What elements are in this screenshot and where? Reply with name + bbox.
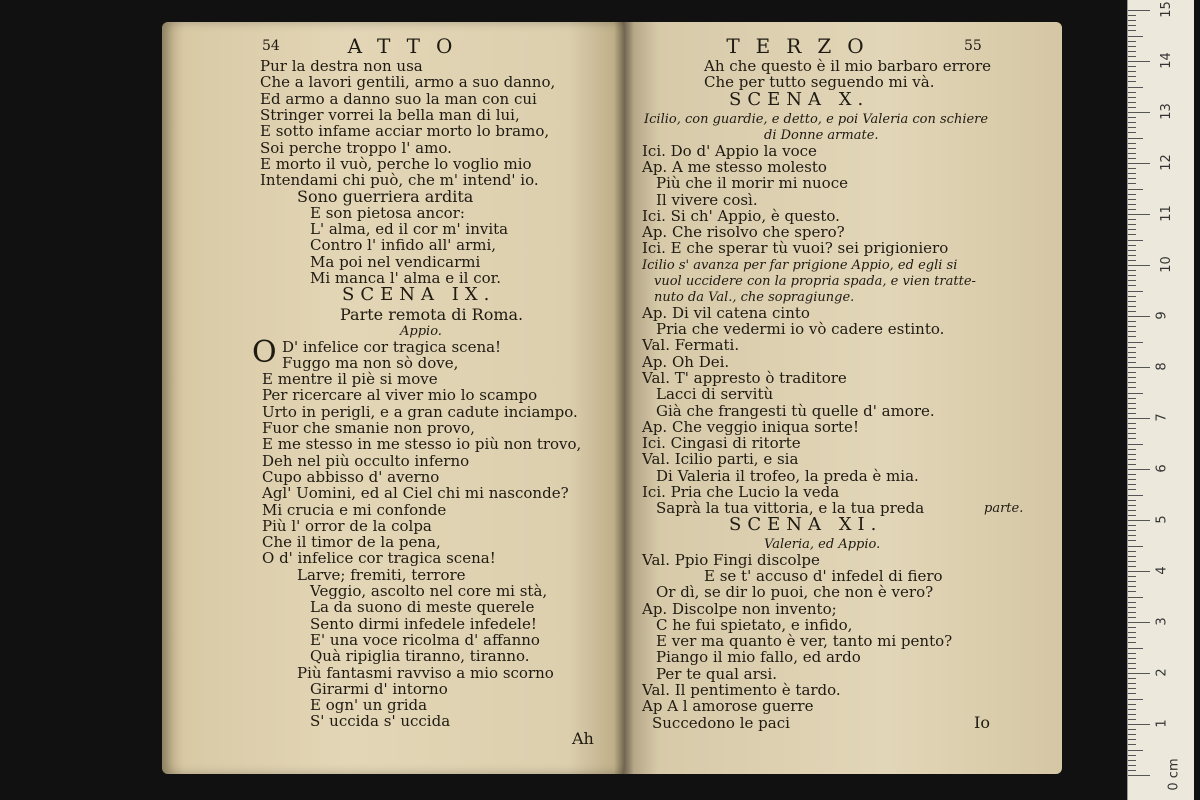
ruler-minor-tick — [1128, 311, 1136, 312]
open-book — [162, 22, 1062, 774]
ruler-minor-tick — [1128, 342, 1143, 343]
ruler-minor-tick — [1128, 382, 1136, 383]
ruler-minor-tick — [1128, 581, 1136, 582]
ruler-minor-tick — [1128, 51, 1136, 52]
ruler-number: 0 cm — [1166, 758, 1182, 791]
ruler-minor-tick — [1128, 138, 1143, 139]
right-line-41: Ap A l amorose guerre — [642, 697, 814, 716]
ruler-minor-tick — [1128, 296, 1136, 297]
left-line-24: E me stesso in me stesso io più non trovo, — [262, 435, 582, 454]
ruler-major-tick — [1128, 112, 1150, 113]
ruler-minor-tick — [1128, 663, 1136, 664]
ruler-minor-tick — [1128, 688, 1136, 689]
ruler-minor-tick — [1128, 500, 1136, 501]
ruler-major-tick — [1128, 571, 1150, 572]
ruler-minor-tick — [1128, 173, 1136, 174]
right-line-6: Ici. Do d' Appio la voce — [642, 141, 817, 160]
ruler-minor-tick — [1128, 428, 1136, 429]
right-line-37: E ver ma quanto è ver, tanto mi pento? — [656, 632, 953, 651]
ruler-minor-tick — [1128, 306, 1136, 307]
right-line-23: Ap. Che veggio iniqua sorte! — [642, 417, 859, 436]
left-line-22: Urto in perigli, e a gran cadute inciampo. — [262, 402, 578, 421]
right-line-40: Val. Il pentimento è tardo. — [642, 681, 841, 699]
right-line-20: Val. T' appresto ò traditore — [642, 368, 847, 387]
ruler-number: 4 — [1154, 566, 1170, 575]
ruler-minor-tick — [1128, 576, 1136, 577]
ruler-minor-tick — [1128, 505, 1136, 506]
left-line-6: Soi perche troppo l' amo. — [260, 138, 452, 157]
left-line-32: Larve; fremiti, terrore — [297, 565, 466, 584]
ruler-minor-tick — [1128, 387, 1136, 388]
left-line-12: Contro l' infido all' armi, — [310, 236, 497, 255]
right-line-24: Ici. Cingasi di ritorte — [642, 434, 801, 453]
ruler-major-tick — [1128, 775, 1150, 776]
left-line-42: Ah — [572, 728, 594, 748]
ruler-minor-tick — [1128, 709, 1136, 710]
ruler-minor-tick — [1128, 87, 1143, 88]
ruler-minor-tick — [1128, 372, 1136, 373]
ruler-minor-tick — [1128, 495, 1143, 496]
right-line-27: Ici. Pria che Lucio la veda — [642, 483, 840, 501]
left-running-header: ATTO — [347, 34, 469, 58]
left-line-28: Mi crucia e mi confonde — [262, 500, 447, 519]
ruler-minor-tick — [1128, 632, 1136, 633]
right-line-16: Ap. Di vil catena cinto — [642, 303, 810, 322]
ruler-minor-tick — [1128, 515, 1136, 516]
right-line-18: Val. Fermati. — [642, 336, 740, 355]
ruler-minor-tick — [1128, 127, 1136, 128]
ruler-minor-tick — [1128, 642, 1136, 643]
ruler-minor-tick — [1128, 393, 1143, 394]
ruler-major-tick — [1128, 418, 1150, 419]
ruler-minor-tick — [1128, 377, 1136, 378]
ruler-major-tick — [1128, 214, 1150, 215]
ruler-major-tick — [1128, 520, 1150, 521]
left-line-25: Deh nel più occulto inferno — [262, 451, 470, 470]
right-line-12: Ici. E che sperar tù vuoi? sei prigioniero — [642, 239, 949, 258]
ruler-minor-tick — [1128, 71, 1136, 72]
measurement-ruler — [1127, 0, 1194, 800]
ruler-number: 1 — [1154, 719, 1170, 728]
book-gutter — [614, 22, 634, 774]
left-line-27: Agl' Uomini, ed al Ciel chi mi nasconde? — [262, 484, 569, 503]
left-line-35: Sento dirmi infedele infedele! — [310, 614, 537, 633]
ruler-minor-tick — [1128, 566, 1136, 567]
ruler-major-tick — [1128, 367, 1150, 368]
ruler-minor-tick — [1128, 97, 1136, 98]
ruler-minor-tick — [1128, 637, 1136, 638]
left-line-41: S' uccida s' uccida — [310, 712, 451, 731]
ruler-minor-tick — [1128, 285, 1136, 286]
ruler-minor-tick — [1128, 219, 1136, 220]
ruler-minor-tick — [1128, 729, 1136, 730]
left-line-23: Fuor che smanie non provo, — [262, 419, 475, 437]
left-line-17: Appio. — [400, 323, 442, 339]
right-line-2: Che per tutto seguendo mi và. — [704, 73, 935, 92]
ruler-minor-tick — [1128, 750, 1143, 751]
left-line-20: E mentre il piè si move — [262, 370, 438, 389]
ruler-number: 9 — [1154, 311, 1170, 320]
left-line-7: E morto il vuò, perche lo voglio mio — [260, 154, 532, 173]
ruler-minor-tick — [1128, 464, 1136, 465]
right-page-number: 55 — [964, 38, 982, 54]
ruler-minor-tick — [1128, 591, 1136, 592]
left-line-13: Ma poi nel vendicarmi — [310, 252, 481, 271]
ruler-number: 12 — [1158, 154, 1174, 171]
ruler-minor-tick — [1128, 122, 1136, 123]
ruler-minor-tick — [1128, 56, 1136, 57]
ruler-minor-tick — [1128, 510, 1136, 511]
ruler-minor-tick — [1128, 602, 1136, 603]
ruler-minor-tick — [1128, 658, 1136, 659]
ruler-minor-tick — [1128, 143, 1136, 144]
ruler-minor-tick — [1128, 280, 1136, 281]
ruler-minor-tick — [1128, 755, 1136, 756]
ruler-minor-tick — [1128, 357, 1136, 358]
ruler-minor-tick — [1128, 459, 1136, 460]
ruler-minor-tick — [1128, 551, 1136, 552]
right-line-36: C he fui spietato, e infido, — [656, 615, 853, 634]
ruler-major-tick — [1128, 163, 1150, 164]
right-running-header: TERZO — [726, 34, 880, 58]
left-line-16: Parte remota di Roma. — [340, 305, 524, 325]
ruler-minor-tick — [1128, 403, 1136, 404]
left-line-31: O d' infelice cor tragica scena! — [262, 549, 496, 568]
left-line-36: E' una voce ricolma d' affanno — [310, 630, 540, 649]
left-line-38: Più fantasmi ravviso a mio scorno — [297, 663, 554, 682]
ruler-minor-tick — [1128, 668, 1136, 669]
ruler-minor-tick — [1128, 168, 1136, 169]
ruler-minor-tick — [1128, 30, 1136, 31]
ruler-minor-tick — [1128, 240, 1143, 241]
ruler-minor-tick — [1128, 234, 1136, 235]
ruler-minor-tick — [1128, 189, 1143, 190]
ruler-minor-tick — [1128, 41, 1136, 42]
right-line-5: di Donne armate. — [764, 127, 879, 143]
ruler-minor-tick — [1128, 714, 1136, 715]
ruler-minor-tick — [1128, 224, 1136, 225]
ruler-minor-tick — [1128, 66, 1136, 67]
left-line-15: SCENA IX. — [342, 284, 496, 306]
left-line-33: Veggio, ascolto nel core mi stà, — [310, 582, 548, 600]
left-line-39: Girarmi d' intorno — [310, 679, 448, 698]
ruler-minor-tick — [1128, 597, 1143, 598]
ruler-number: 3 — [1154, 617, 1170, 626]
right-line-32: Val. Ppio Fingi discolpe — [642, 550, 820, 569]
ruler-minor-tick — [1128, 25, 1136, 26]
right-line-29: parte. — [984, 500, 1024, 516]
right-line-31: Valeria, ed Appio. — [764, 536, 881, 552]
ruler-minor-tick — [1128, 209, 1136, 210]
ruler-minor-tick — [1128, 423, 1136, 424]
left-line-9: Sono guerriera ardita — [297, 187, 474, 207]
ruler-minor-tick — [1128, 229, 1136, 230]
ruler-minor-tick — [1128, 413, 1136, 414]
right-line-35: Ap. Discolpe non invento; — [642, 599, 837, 618]
ruler-minor-tick — [1128, 194, 1136, 195]
ruler-major-tick — [1128, 61, 1150, 62]
left-line-30: Che il timor de la pena, — [262, 533, 441, 552]
ruler-minor-tick — [1128, 153, 1136, 154]
ruler-minor-tick — [1128, 739, 1136, 740]
left-line-1: Pur la destra non usa — [260, 57, 423, 75]
ruler-minor-tick — [1128, 301, 1136, 302]
ruler-minor-tick — [1128, 770, 1136, 771]
right-line-26: Di Valeria il trofeo, la preda è mia. — [656, 466, 919, 485]
ruler-major-tick — [1128, 673, 1150, 674]
ruler-number: 13 — [1158, 103, 1174, 120]
ruler-minor-tick — [1128, 331, 1136, 332]
ruler-minor-tick — [1128, 607, 1136, 608]
ruler-minor-tick — [1128, 336, 1136, 337]
right-line-13: Icilio s' avanza per far prigione Appio, ed egli si — [642, 257, 958, 273]
ruler-minor-tick — [1128, 683, 1136, 684]
left-line-26: Cupo abbisso d' averno — [262, 467, 440, 486]
ruler-minor-tick — [1128, 433, 1136, 434]
left-line-4: Stringer vorrei la bella man di lui, — [260, 105, 520, 124]
ruler-minor-tick — [1128, 556, 1136, 557]
ruler-minor-tick — [1128, 765, 1136, 766]
right-line-28: Saprà la tua vittoria, e la tua preda — [656, 499, 925, 518]
ruler-minor-tick — [1128, 326, 1136, 327]
left-line-21: Per ricercare al viver mio lo scampo — [262, 386, 538, 405]
ruler-minor-tick — [1128, 245, 1136, 246]
ruler-minor-tick — [1128, 760, 1136, 761]
ruler-minor-tick — [1128, 627, 1136, 628]
ruler-minor-tick — [1128, 704, 1136, 705]
ruler-number: 7 — [1154, 413, 1170, 422]
ruler-minor-tick — [1128, 530, 1136, 531]
ruler-minor-tick — [1128, 525, 1136, 526]
ruler-minor-tick — [1128, 540, 1136, 541]
ruler-minor-tick — [1128, 744, 1136, 745]
ruler-minor-tick — [1128, 275, 1136, 276]
right-line-21: Lacci di servitù — [656, 385, 774, 404]
ruler-minor-tick — [1128, 586, 1136, 587]
ruler-minor-tick — [1128, 46, 1136, 47]
right-line-34: Or dì, se dir lo puoi, che non è vero? — [656, 583, 934, 602]
right-line-25: Val. Icilio parti, e sia — [642, 450, 799, 469]
right-line-7: Ap. A me stesso molesto — [642, 157, 827, 176]
right-line-1: Ah che questo è il mio barbaro errore — [704, 57, 991, 75]
right-line-33: E se t' accuso d' infedel di fiero — [704, 566, 943, 585]
ruler-number: 14 — [1158, 52, 1174, 69]
left-line-40: E ogn' un grida — [310, 696, 428, 715]
ruler-minor-tick — [1128, 474, 1136, 475]
ruler-minor-tick — [1128, 250, 1136, 251]
right-line-43: Io — [974, 712, 990, 732]
left-page — [162, 22, 624, 774]
ruler-minor-tick — [1128, 255, 1136, 256]
ruler-minor-tick — [1128, 102, 1136, 103]
left-line-29: Più l' orror de la colpa — [262, 516, 432, 535]
ruler-minor-tick — [1128, 454, 1136, 455]
ruler-minor-tick — [1128, 408, 1136, 409]
ruler-minor-tick — [1128, 347, 1136, 348]
ruler-minor-tick — [1128, 36, 1143, 37]
ruler-minor-tick — [1128, 20, 1136, 21]
ruler-minor-tick — [1128, 291, 1143, 292]
right-line-14: vuol uccidere con la propria spada, e vien tratte- — [654, 273, 976, 289]
left-line-11: L' alma, ed il cor m' invita — [310, 220, 509, 238]
right-line-30: SCENA XI. — [729, 513, 883, 535]
ruler-minor-tick — [1128, 81, 1136, 82]
ruler-number: 10 — [1158, 256, 1174, 273]
ruler-minor-tick — [1128, 183, 1136, 184]
ruler-minor-tick — [1128, 479, 1136, 480]
ruler-minor-tick — [1128, 260, 1136, 261]
ruler-minor-tick — [1128, 617, 1136, 618]
ruler-minor-tick — [1128, 449, 1136, 450]
ruler-minor-tick — [1128, 270, 1136, 271]
ruler-minor-tick — [1128, 204, 1136, 205]
ruler-number: 8 — [1154, 362, 1170, 371]
ruler-minor-tick — [1128, 199, 1136, 200]
ruler-minor-tick — [1128, 148, 1136, 149]
ruler-minor-tick — [1128, 158, 1136, 159]
right-line-15: nuto da Val., che sopragiunge. — [654, 289, 855, 305]
ruler-minor-tick — [1128, 653, 1136, 654]
right-line-4: Icilio, con guardie, e detto, e poi Valeria con schiere — [644, 111, 989, 127]
ruler-minor-tick — [1128, 444, 1143, 445]
ruler-minor-tick — [1128, 535, 1136, 536]
ruler-minor-tick — [1128, 92, 1136, 93]
ruler-minor-tick — [1128, 398, 1136, 399]
ruler-number: 11 — [1158, 205, 1174, 222]
ruler-major-tick — [1128, 469, 1150, 470]
ruler-minor-tick — [1128, 561, 1136, 562]
left-line-19: Fuggo ma non sò dove, — [282, 353, 459, 372]
right-line-22: Già che frangesti tù quelle d' amore. — [656, 401, 935, 420]
left-line-3: Ed armo a danno suo la man con cui — [260, 89, 537, 108]
right-page — [624, 22, 1062, 774]
right-line-17: Pria che vedermi io vò cadere estinto. — [656, 320, 945, 338]
ruler-major-tick — [1128, 316, 1150, 317]
ruler-minor-tick — [1128, 612, 1136, 613]
ruler-minor-tick — [1128, 734, 1136, 735]
ruler-minor-tick — [1128, 484, 1136, 485]
ruler-number: 2 — [1154, 668, 1170, 677]
ruler-minor-tick — [1128, 76, 1136, 77]
ruler-minor-tick — [1128, 107, 1136, 108]
right-line-11: Ap. Che risolvo che spero? — [642, 223, 845, 242]
ruler-minor-tick — [1128, 15, 1136, 16]
ruler-minor-tick — [1128, 546, 1143, 547]
ruler-minor-tick — [1128, 178, 1136, 179]
right-line-42: Succedono le paci — [652, 713, 790, 732]
ruler-minor-tick — [1128, 489, 1136, 490]
left-line-8: Intendami chi può, che m' intend' io. — [260, 171, 539, 190]
ruler-minor-tick — [1128, 362, 1136, 363]
ruler-minor-tick — [1128, 648, 1143, 649]
ruler-major-tick — [1128, 10, 1150, 11]
ruler-minor-tick — [1128, 117, 1136, 118]
ruler-minor-tick — [1128, 321, 1136, 322]
ruler-number: 5 — [1154, 515, 1170, 524]
ruler-minor-tick — [1128, 699, 1143, 700]
left-page-number: 54 — [262, 38, 280, 54]
ruler-number: 15 — [1158, 1, 1174, 18]
left-line-5: E sotto infame acciar morto lo bramo, — [260, 122, 550, 141]
right-line-38: Piango il mio fallo, ed ardo — [656, 648, 861, 667]
ruler-minor-tick — [1128, 132, 1136, 133]
right-line-3: SCENA X. — [729, 88, 870, 110]
ruler-major-tick — [1128, 622, 1150, 623]
right-line-9: Il vivere così. — [656, 190, 758, 209]
ruler-number: 6 — [1154, 464, 1170, 473]
right-line-8: Più che il morir mi nuoce — [656, 174, 848, 193]
left-line-2: Che a lavori gentili, armo a suo danno, — [260, 73, 556, 92]
right-line-19: Ap. Oh Dei. — [642, 352, 730, 371]
left-line-37: Quà ripiglia tiranno, tiranno. — [310, 647, 530, 666]
left-line-14: Mi manca l' alma e il cor. — [310, 268, 501, 287]
ruler-major-tick — [1128, 724, 1150, 725]
ruler-minor-tick — [1128, 719, 1136, 720]
left-line-10: E son pietosa ancor: — [310, 203, 465, 222]
left-line-34: La da suono di meste querele — [310, 598, 535, 617]
drop-cap-letter: O — [252, 334, 277, 370]
ruler-minor-tick — [1128, 678, 1136, 679]
left-line-18: D' infelice cor tragica scena! — [282, 337, 502, 356]
right-line-39: Per te qual arsi. — [656, 664, 778, 683]
ruler-major-tick — [1128, 265, 1150, 266]
ruler-minor-tick — [1128, 352, 1136, 353]
ruler-minor-tick — [1128, 438, 1136, 439]
right-line-10: Ici. Si ch' Appio, è questo. — [642, 206, 840, 225]
ruler-minor-tick — [1128, 693, 1136, 694]
